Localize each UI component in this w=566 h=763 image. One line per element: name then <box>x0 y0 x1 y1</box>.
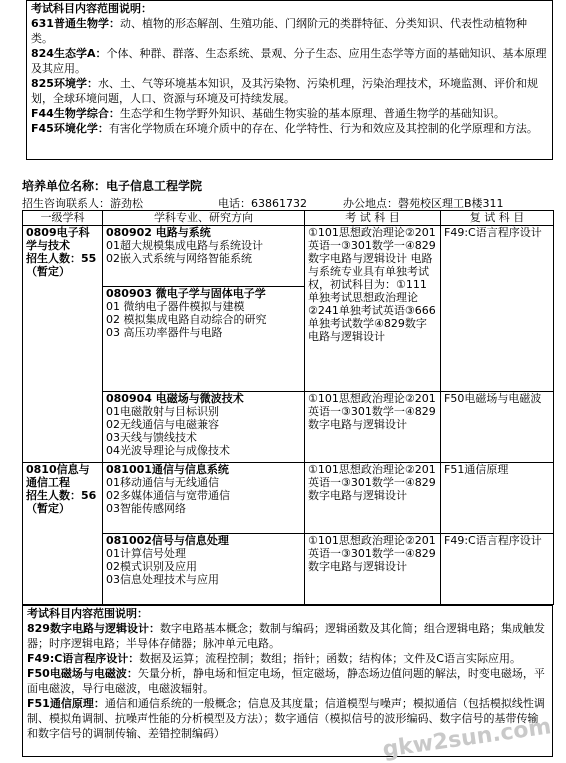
unit-title: 培养单位名称：电子信息工程学院 <box>22 179 203 193</box>
header-retest: 复 试 科 目 <box>441 211 554 226</box>
discipline-cell: 0809电子科学与技术 招生人数：55（暂定） <box>23 226 103 463</box>
scope-item: 631普通生物学：动、植物的形态解剖、生殖功能、门纲阶元的类群特征、分类知识、代表性动植物种类。 <box>31 17 527 45</box>
exam-cell: ①101思想政治理论②201英语一③301数学一④829数字电路与逻辑设计 <box>305 463 441 534</box>
program-cell: 081001通信与信息系统 01移动通信与无线通信 02多媒体通信与宽带通信 03智能传感网络 <box>103 463 305 534</box>
watermark: gkw2sun.com <box>381 714 553 763</box>
table-row <box>23 226 554 287</box>
scope-item: 824生态学A：个体、种群、群落、生态系统、景观、分子生态、应用生态学等方面的基础知识、基本原理及其应用。 <box>31 47 547 75</box>
contact-person: 招生咨询联系人：游劲松 <box>22 197 143 210</box>
scope-item: 829数字电路与逻辑设计：数字电路基本概念；数制与编码；逻辑函数及其化简；组合逻辑电路；集成触发器；时序逻辑电路；半导体存储器；脉冲单元电路。 <box>27 622 545 650</box>
exam-cell: ①101思想政治理论②201英语一③301数学一④829数字电路与逻辑设计 <box>305 534 441 605</box>
program-cell: 080902 电路与系统 01超大规模集成电路与系统设计 02嵌入式系统与网络智能系统 <box>103 226 305 287</box>
scope-item: F44生物学综合：生态学和生物学野外知识、基础生物实验的基本原理、普通生物学的基础知识。 <box>31 107 505 120</box>
top-exam-scope-box <box>26 0 553 160</box>
contact-phone: 电话：63861732 <box>218 197 307 210</box>
exam-cell: ①101思想政治理论②201英语一③301数学一④829数字电路与逻辑设计 电路与系统专业具有单独考试权，初试科目为：①111单独考试思想政治理论②241单独考试英语③666单独考试数学④829数字电路与逻辑设计 <box>305 226 441 392</box>
table-row <box>23 463 554 534</box>
exam-cell: ①101思想政治理论②201英语一③301数学一④829数字电路与逻辑设计 <box>305 392 441 463</box>
retest-cell: F50电磁场与电磁波 <box>441 392 554 463</box>
table-row <box>23 392 554 463</box>
bottom-heading: 考试科目内容范围说明： <box>27 607 148 620</box>
program-cell: 081002信号与信息处理 01计算信号处理 02模式识别及应用 03信息处理技术与应用 <box>103 534 305 605</box>
program-table <box>22 210 554 605</box>
retest-cell: F49:C语言程序设计 <box>441 534 554 605</box>
program-cell: 080903 微电子学与固体电子学 01 微纳电子器件模拟与建模 02 模拟集成电路自动综合的研究 03 高压功率器件与电路 <box>103 286 305 391</box>
scope-item: F45环境化学：有害化学物质在环境介质中的存在、化学特性、行为和效应及其控制的化学原理和方法。 <box>31 122 538 135</box>
scope-item: F51通信原理：通信和通信系统的一般概念；信息及其度量；信道模型与噪声；模拟通信（包括模拟线性调制、模拟角调制、抗噪声性能的分析模型及方法）；数字通信（模拟信号的波形编码、数字信号的基带传输和数字信号的调制传输、差错控制编码） <box>27 697 545 740</box>
retest-cell: F51通信原理 <box>441 463 554 534</box>
office-location: 办公地点：磬苑校区理工B楼311 <box>343 197 504 210</box>
scope-item: F49:C语言程序设计：数据及运算；流程控制；数组；指针；函数；结构体；文件及C语言实际应用。 <box>27 652 521 665</box>
header-discipline: 一级学科 <box>23 211 103 226</box>
top-heading: 考试科目内容范围说明： <box>31 2 152 15</box>
retest-cell: F49:C语言程序设计 <box>441 226 554 392</box>
header-exam: 考 试 科 目 <box>305 211 441 226</box>
scope-item: F50电磁场与电磁波：矢量分析，静电场和恒定电场，恒定磁场，静态场边值问题的解法，时变电磁场，平面电磁波，导行电磁波，电磁波辐射。 <box>27 667 545 695</box>
discipline-cell: 0810信息与通信工程 招生人数：56（暂定） <box>23 463 103 605</box>
program-cell: 080904 电磁场与微波技术 01电磁散射与目标识别 02无线通信与电磁兼容 03天线与馈线技术 04光波导理论与成像技术 <box>103 392 305 463</box>
table-row <box>23 534 554 605</box>
table-header-row <box>23 211 554 226</box>
header-program: 学科专业、研究方向 <box>103 211 305 226</box>
scope-item: 825环境学：水、土、气等环境基本知识，及其污染物、污染机理，污染治理技术，环境监测、评价和规划，全球环境问题，人口、资源与环境及可持续发展。 <box>31 77 538 105</box>
